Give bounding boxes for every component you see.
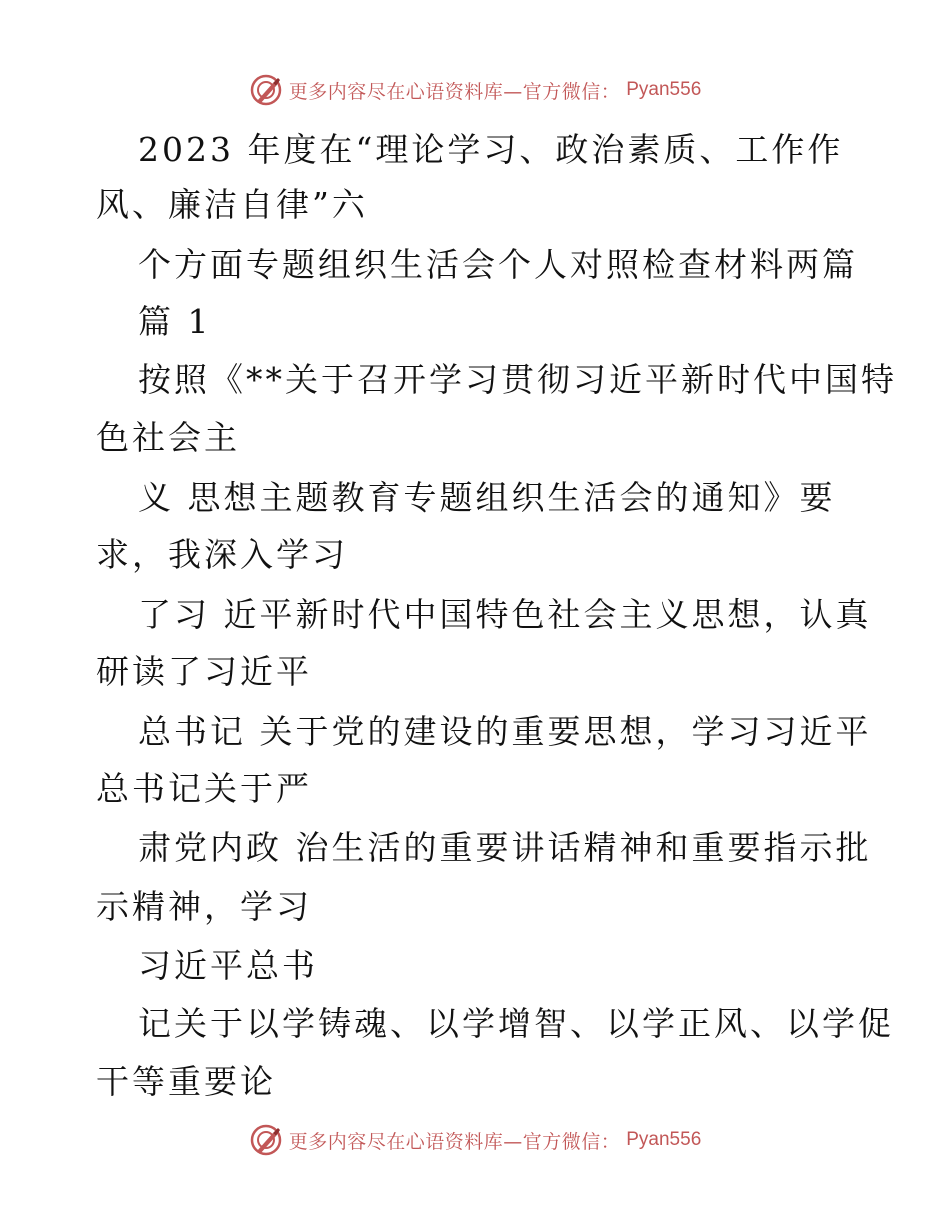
- watermark-handle: Pyan556: [626, 79, 702, 100]
- doc-line: 按照《**关于召开学习贯彻习近平新时代中国特: [138, 360, 897, 399]
- doc-line: 肃党内政 治生活的重要讲话精神和重要指示批: [138, 828, 872, 867]
- doc-line: 风、廉洁自律”六: [96, 185, 368, 224]
- doc-line: 义 思想主题教育专题组织生活会的通知》要: [138, 478, 836, 517]
- doc-line: 研读了习近平: [96, 652, 312, 691]
- doc-line: 总书记 关于党的建设的重要思想，学习习近平: [138, 712, 872, 751]
- doc-line: 2023 年度在“理论学习、政治素质、工作作: [138, 130, 844, 169]
- doc-line: 篇 1: [138, 302, 212, 341]
- doc-line: 个方面专题组织生活会个人对照检查材料两篇: [138, 245, 858, 284]
- watermark-text: 更多内容尽在心语资料库—官方微信：: [288, 80, 621, 103]
- doc-line: 了习 近平新时代中国特色社会主义思想，认真: [138, 595, 872, 634]
- doc-line: 求，我深入学习: [96, 535, 348, 574]
- doc-line: 色社会主: [96, 418, 240, 457]
- doc-line: 习近平总书: [138, 946, 318, 985]
- pen-logo-icon: [249, 73, 283, 107]
- watermark-text: 更多内容尽在心语资料库—官方微信：: [288, 1130, 621, 1153]
- doc-line: 记关于以学铸魂、以学增智、以学正风、以学促: [138, 1004, 894, 1043]
- pen-logo-icon: [249, 1123, 283, 1157]
- doc-line: 总书记关于严: [96, 769, 312, 808]
- header-watermark: [0, 70, 950, 110]
- footer-watermark: [0, 1120, 950, 1160]
- doc-line: 干等重要论: [96, 1062, 276, 1101]
- doc-line: 示精神，学习: [96, 887, 312, 926]
- watermark-handle: Pyan556: [626, 1129, 702, 1150]
